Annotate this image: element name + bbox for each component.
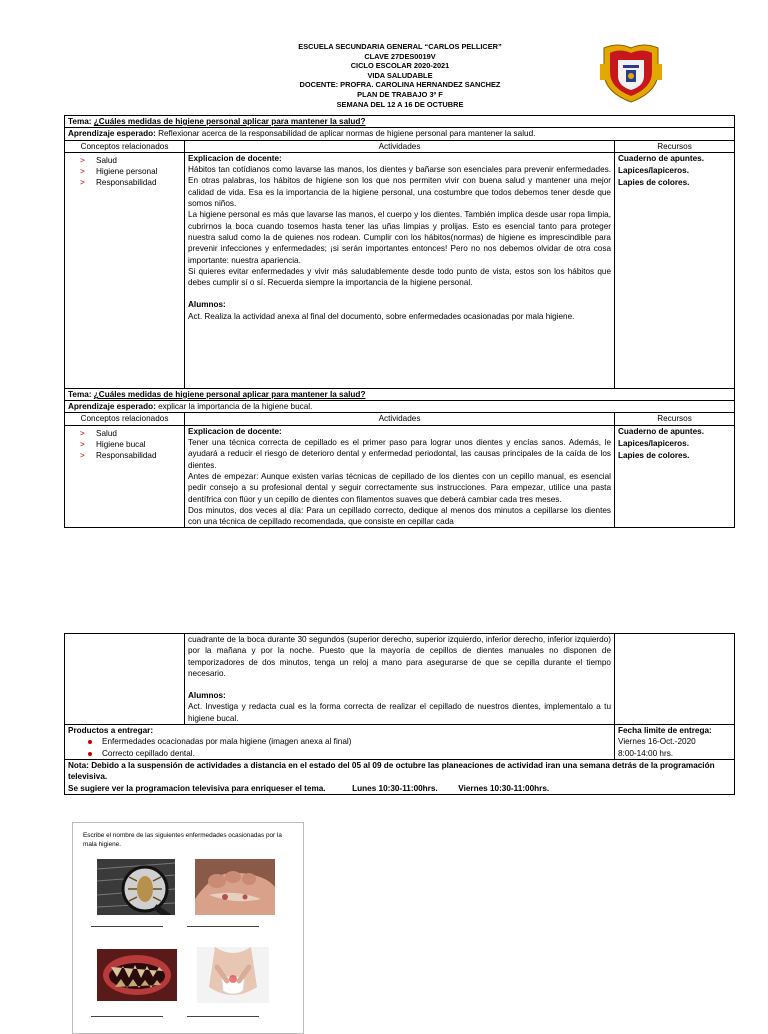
alumnos-label: Alumnos: — [188, 691, 226, 701]
paragraph: Tener una técnica correcta de cepillado es el primer paso para lograr unos dientes y encías sanos. Además, le ayudará a reducir el riesgo de deterioro dental y enfermedad periodontal, las causas principales de la caída de los dientes. — [188, 438, 611, 470]
answer-line[interactable] — [187, 926, 259, 927]
col-recursos: Recursos — [615, 140, 735, 152]
schedule-friday: Viernes 10:30-11:00hrs. — [458, 783, 550, 793]
list-item: > Responsabilidad — [80, 451, 157, 461]
aprendizaje-text: explicar la importancia de la higiene bucal. — [158, 402, 313, 412]
aprendizaje-text: Reflexionar acerca de la responsabilidad de aplicar normas de higiene personal para mantener la salud. — [158, 129, 536, 139]
school-seal-icon — [598, 42, 664, 104]
docente-label: Explicacion de docente: — [188, 426, 282, 436]
arrow-bullet-icon: > — [80, 155, 85, 165]
arrow-bullet-icon: > — [80, 428, 85, 438]
productos-list — [68, 736, 611, 759]
fecha-hours: 8:00-14:00 hrs. — [618, 748, 674, 758]
docente-label: Explicacion de docente: — [188, 153, 282, 163]
productos-cell — [65, 725, 615, 760]
school-name: ESCUELA SECUNDARIA GENERAL “CARLOS PELLICER” — [298, 42, 502, 51]
recursos-cell — [615, 425, 735, 528]
arrow-bullet-icon: > — [80, 451, 85, 461]
col-conceptos: Conceptos relacionados — [65, 413, 185, 425]
recurso-item: Lapices/lapiceros. — [618, 438, 689, 448]
conceptos-cell — [65, 425, 185, 528]
recurso-item: Lapies de colores. — [618, 451, 690, 461]
answer-line[interactable] — [91, 1016, 163, 1017]
intimate-infection-photo — [197, 947, 269, 1003]
list-item: > Salud — [80, 155, 117, 165]
work-plan-group: PLAN DE TRABAJO 3º F — [357, 89, 443, 99]
recurso-item: Cuaderno de apuntes. — [618, 426, 704, 436]
arrow-bullet-icon: > — [80, 178, 85, 188]
recurso-item: Lapies de colores. — [618, 178, 690, 188]
conceptos-list — [68, 428, 181, 462]
nota-cell — [65, 759, 735, 794]
subject-name: VIDA SALUDABLE — [367, 70, 433, 80]
list-item: > Responsabilidad — [80, 178, 157, 188]
tema-text: ¿Cuáles medidas de higiene personal aplicar para mantener la salud? — [93, 389, 366, 399]
aprendizaje-row: Aprendizaje esperado: Reflexionar acerca de la responsabilidad de aplicar normas de higiene personal para mantener la salud. — [65, 128, 735, 140]
alumnos-text: Act. Realiza la actividad anexa al final del documento, sobre enfermedades ocasionadas por mala higiene. — [188, 311, 575, 321]
list-item: Correcto cepillado dental. — [88, 748, 611, 759]
paragraph: Dos minutos, dos veces al día: Para un cepillado correcto, dedique al menos dos minutos a cepillarse los dientes con una técnica de cepillado recomendada, que consiste en cepillar cada — [188, 505, 611, 527]
recurso-item: Lapices/lapiceros. — [618, 166, 689, 176]
conceptos-list — [68, 155, 181, 189]
col-recursos: Recursos — [615, 413, 735, 425]
conceptos-cell — [65, 152, 185, 388]
paragraph: cuadrante de la boca durante 30 segundos (superior derecho, superior izquierdo, inferior derecho, inferior izquierdo) por la mañana y por la noche. Puesto que la mayoría de cepillos de dientes manuales no disponen de temporizadores de dos minutos, tenga un reloj a mano para asegurarse de que se cepilla durante el tiempo necesario. — [188, 635, 611, 678]
teacher-name: DOCENTE: PROFRA. CAROLINA HERNANDEZ SANCHEZ — [299, 80, 501, 90]
paragraph: Si quieres evitar enfermedades y vivir más saludablemente desde todo punto de vista, estos son los hábitos que debes cumplir sí o sí. Recuerda siempre la importancia de la higiene personal. — [188, 266, 611, 288]
arrow-bullet-icon: > — [80, 167, 85, 177]
list-item: > Salud — [80, 428, 117, 438]
answer-line[interactable] — [187, 1016, 259, 1017]
conceptos-cell — [65, 634, 185, 725]
list-item: Enfermedades ocacionadas por mala higiene (imagen anexa al final) — [88, 736, 611, 747]
col-actividades: Actividades — [185, 140, 615, 152]
recurso-item: Cuaderno de apuntes. — [618, 153, 704, 163]
school-code: CLAVE 27DES0019V — [364, 51, 436, 61]
recursos-cell — [615, 152, 735, 388]
recursos-cell — [615, 634, 735, 725]
tema-row: Tema: ¿Cuáles medidas de higiene personal aplicar para mantener la salud? — [65, 388, 735, 400]
schedule-monday: Lunes 10:30-11:00hrs. — [352, 783, 438, 793]
foot-fungus-photo — [195, 859, 275, 915]
school-header — [250, 42, 550, 109]
work-plan-table — [64, 115, 735, 528]
fecha-cell — [615, 725, 735, 760]
aprendizaje-row: Aprendizaje esperado: explicar la importancia de la higiene bucal. — [65, 401, 735, 413]
annex-instruction: Escribe el nombre de las siguientes enfermedades ocasionadas por la mala higiene. — [83, 832, 282, 848]
tema-text: ¿Cuáles medidas de higiene personal aplicar para mantener la salud? — [93, 117, 366, 126]
alumnos-label: Alumnos: — [188, 300, 226, 310]
actividades-cell — [185, 634, 615, 725]
productos-label: Productos a entregar: — [68, 726, 154, 736]
paragraph: La higiene personal es más que lavarse las manos, el cuerpo y los dientes. También implica desde usar ropa limpia, cubrirnos la boca cuando tosemos hasta tener las uñas limpias y prolijas. Esto es esencial tanto para proteger nuestra salud como la de quienes nos rodean. Cumplir con los hábitos(normas) de higiene es imprescindible para prevenir infecciones y enfermedades; ¡si serán importantes entonces! Pero no nos debemos olvidar de otra cosa importante: nuestra apariencia. — [188, 210, 611, 265]
col-actividades: Actividades — [185, 413, 615, 425]
fecha-label: Fecha limite de entrega: — [618, 726, 712, 736]
alumnos-text: Act. Investiga y redacta cual es la forma correcta de realizar el cepillado de nuestros dientes, implementalo a tu higiene bucal. — [188, 702, 611, 723]
actividades-cell — [185, 152, 615, 388]
nota-suggestion: Se sugiere ver la programacion televisiva para enriqueser el tema. — [68, 783, 326, 793]
lice-photo — [97, 859, 175, 915]
fecha-day: Viernes 16-Oct.-2020 — [618, 737, 696, 747]
annex-worksheet — [72, 822, 304, 1034]
paragraph: Hábitos tan cotídianos como lavarse las manos, los dientes y bañarse son esenciales para prevenir enfermedades. En otras palabras, los hábitos de higiene son los que nos permiten vivir con buena salud y mantener una mejor calidad de vida. Esa es la importancia de la higiene personal, una costumbre que todos debemos tener desde que somos niños. — [188, 165, 611, 209]
list-item: > Higiene personal — [80, 167, 158, 177]
decayed-teeth-photo — [97, 949, 177, 1001]
school-year: CICLO ESCOLAR 2020-2021 — [350, 61, 450, 71]
work-plan-table-continued — [64, 633, 735, 795]
nota-label: Nota: — [68, 760, 89, 770]
paragraph: Antes de empezar: Aunque existen varias técnicas de cepillado de los dientes con un cepillo manual, es esencial pedir consejo a su profesional dental y seguir correctamente sus instrucciones. Para empezar, utilíce una pasta dentífrica con flúor y un cepillo de dientes con filamentos suaves que deberá cambiar cada tres meses. — [188, 471, 611, 504]
arrow-bullet-icon: > — [80, 440, 85, 450]
answer-line[interactable] — [91, 926, 163, 927]
col-conceptos: Conceptos relacionados — [65, 140, 185, 152]
tema-row: Tema: ¿Cuáles medidas de higiene personal aplicar para mantener la salud? — [65, 116, 735, 128]
list-item: > Higiene bucal — [80, 440, 146, 450]
week-range: SEMANA DEL 12 A 16 DE OCTUBRE — [336, 99, 464, 109]
nota-text: Debido a la suspensión de actividades a distancia en el estado del 05 al 09 de octubre las planeaciones de actividad iran una semana detrás de la programación televisiva. — [68, 760, 715, 782]
actividades-cell — [185, 425, 615, 528]
